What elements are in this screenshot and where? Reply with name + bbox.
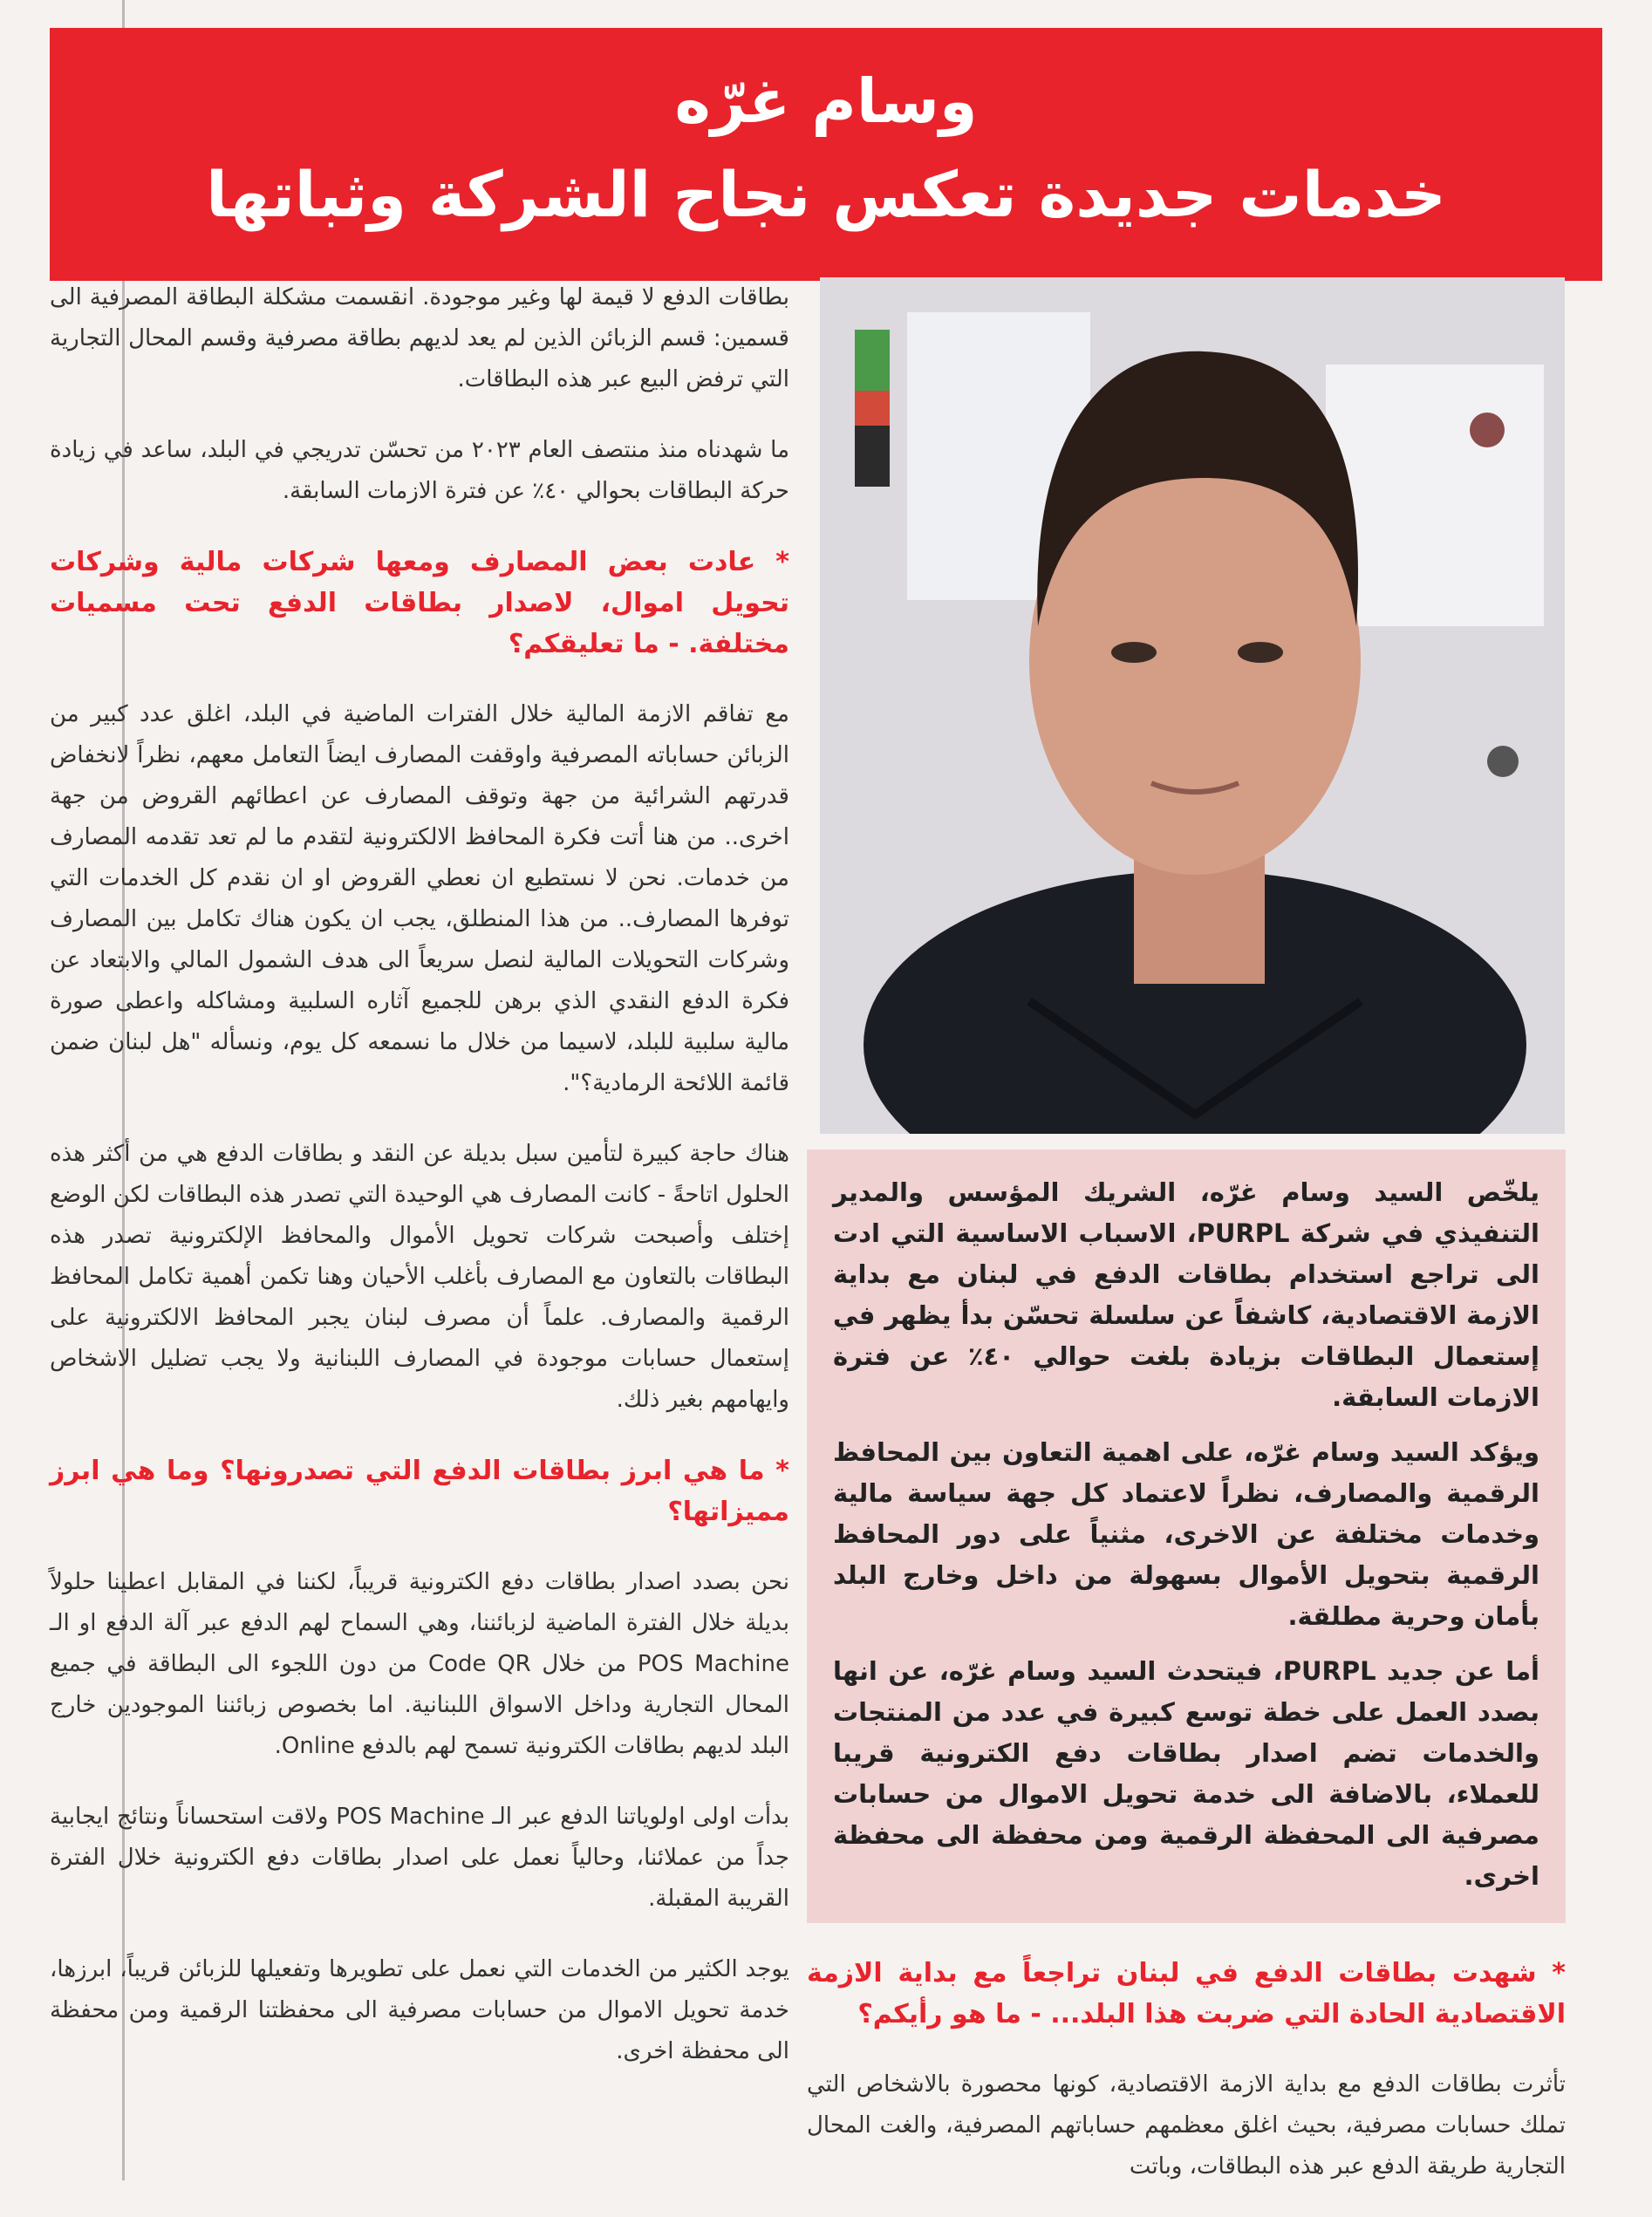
summary-paragraph: أما عن جديد PURPL، فيتحدث السيد وسام غرّه، عن انها بصدد العمل على خطة توسع كبيرة في عدد من المنتجات والخدمات تضم اصدار بطاقات دفع الكترونية قريبا للعملاء، بالاضافة الى خدمة تحويل الاموال من حسابات مصرفية الى المحفظة الرقمية ومن محفظة الى محفظة اخرى. [833, 1656, 1539, 1891]
paragraph: يوجد الكثير من الخدمات التي نعمل على تطويرها وتفعيلها للزبائن قريباً، ابرزها، خدمة تحويل الاموال من حسابات مصرفية الى محفظتنا الرقمية ومن محفظة الى محفظة اخرى. [50, 1956, 789, 2064]
portrait-illustration [820, 277, 1565, 1134]
question-heading: * ما هي ابرز بطاقات الدفع التي تصدرونها؟ وما هي ابرز مميزاتها؟ [50, 1456, 789, 1527]
summary-box [807, 1149, 1566, 1923]
paragraph: ما شهدناه منذ منتصف العام ٢٠٢٣ من تحسّن تدريجي في البلد، ساعد في زيادة حركة البطاقات بحوالي ٤٠٪ عن فترة الازمات السابقة. [50, 437, 790, 504]
paragraph: بدأت اولى اولوياتنا الدفع عبر الـ POS Machine ولاقت استحساناً ونتائج ايجابية جداً من عملائنا، وحالياً نعمل على اصدار بطاقات دفع الكترونية خلال الفترة القريبة المقبلة. [50, 1804, 789, 1912]
paragraph: تأثرت بطاقات الدفع مع بداية الازمة الاقتصادية، كونها محصورة بالاشخاص التي تملك حسابات مصرفية، بحيث اغلق معظمهم حساباتهم المصرفية، والغت المحال التجارية طريقة الدفع عبر هذه البطاقات، وباتت [807, 2071, 1566, 2179]
article-headline: خدمات جديدة تعكس نجاح الشركة وثباتها [206, 158, 1446, 231]
left-column [50, 277, 789, 2102]
right-column [807, 1149, 1566, 2217]
question-heading: * شهدت بطاقات الدفع في لبنان تراجعاً مع بداية الازمة الاقتصادية الحادة التي ضربت هذا البلد... - ما هو رأيكم؟ [807, 1958, 1566, 2029]
question-heading: * عادت بعض المصارف ومعها شركات مالية وشركات تحويل اموال، لاصدار بطاقات الدفع تحت مسميات مختلفة. - ما تعليقكم؟ [50, 547, 789, 659]
paragraph: هناك حاجة كبيرة لتأمين سبل بديلة عن النقد و بطاقات الدفع هي من أكثر هذه الحلول اتاحةً - كانت المصارف هي الوحيدة التي تصدر هذه البطاقات لكن الوضع إختلف وأصبحت شركات تحويل الأموال والمحافظ الإلكترونية تصدر هذه البطاقات بالتعاون مع المصارف بأغلب الأحيان وهنا تكمن أهمية تكامل المحافظ الرقمية والمصارف. علماً أن مصرف لبنان يجبر المحافظ الالكترونية على إستعمال حسابات موجودة في المصارف اللبنانية ولا يجب تضليل الاشخاص وايهامهم بغير ذلك. [50, 1141, 789, 1413]
interviewee-name: وسام غرّه [674, 65, 978, 137]
paragraph: مع تفاقم الازمة المالية خلال الفترات الماضية في البلد، اغلق عدد كبير من الزبائن حساباته المصرفية واوقفت المصارف ايضاً التعامل معهم، نظراً لانخفاض قدرتهم الشرائية من جهة وتوقف المصارف عن اعطائهم القروض من جهة اخرى.. من هنا أتت فكرة المحافظ الالكترونية لتقدم ما لم تعد تقدمه المصارف من خدمات. نحن لا نستطيع ان نعطي القروض او ان نقدم كل الخدمات التي توفرها المصارف.. من هذا المنطلق، يجب ان يكون هناك تكامل بين المصارف وشركات التحويلات المالية لنصل سريعاً الى هدف الشمول المالي والابتعاد عن فكرة الدفع النقدي الذي برهن للجميع آثاره السلبية ومشاكله واعطى صورة مالية سلبية للبلد، لاسيما من خلال ما نسمعه كل يوم، ونسأله "هل لبنان ضمن قائمة اللائحة الرمادية؟". [50, 701, 789, 1096]
paragraph: نحن بصدد اصدار بطاقات دفع الكترونية قريباً، لكننا في المقابل اعطينا حلولاً بديلة خلال الفترة الماضية لزبائننا، وهي السماح لهم الدفع عبر آلة الدفع او الـ POS Machine من خلال Code QR من دون اللجوء الى البطاقة في جميع المحال التجارية وداخل الاسواق اللبنانية. اما بخصوص زبائننا الموجودين خارج البلد لديهم بطاقات الكترونية تسمح لهم بالدفع Online. [50, 1569, 790, 1759]
paragraph: بطاقات الدفع لا قيمة لها وغير موجودة. انقسمت مشكلة البطاقة المصرفية الى قسمين: قسم الزبائن الذين لم يعد لديهم بطاقة مصرفية وقسم المحال التجارية التي ترفض البيع عبر هذه البطاقات. [50, 284, 789, 392]
title-banner [50, 28, 1602, 281]
summary-paragraph: ويؤكد السيد وسام غرّه، على اهمية التعاون بين المحافظ الرقمية والمصارف، نظراً لاعتماد كل جهة سياسة مالية وخدمات مختلفة عن الاخرى، مثنياً على دور المحافظ الرقمية بتحويل الأموال بسهولة من داخل وخارج البلد بأمان وحرية مطلقة. [833, 1437, 1539, 1631]
portrait-photo [820, 277, 1565, 1134]
summary-paragraph: يلخّص السيد وسام غرّه، الشريك المؤسس والمدير التنفيذي في شركة PURPL، الاسباب الاساسية التي ادت الى تراجع استخدام بطاقات الدفع في لبنان مع بداية الازمة الاقتصادية، كاشفاً عن سلسلة تحسّن بدأ يظهر في إستعمال البطاقات بزيادة بلغت حوالي ٤٠٪ عن فترة الازمات السابقة. [833, 1177, 1539, 1412]
